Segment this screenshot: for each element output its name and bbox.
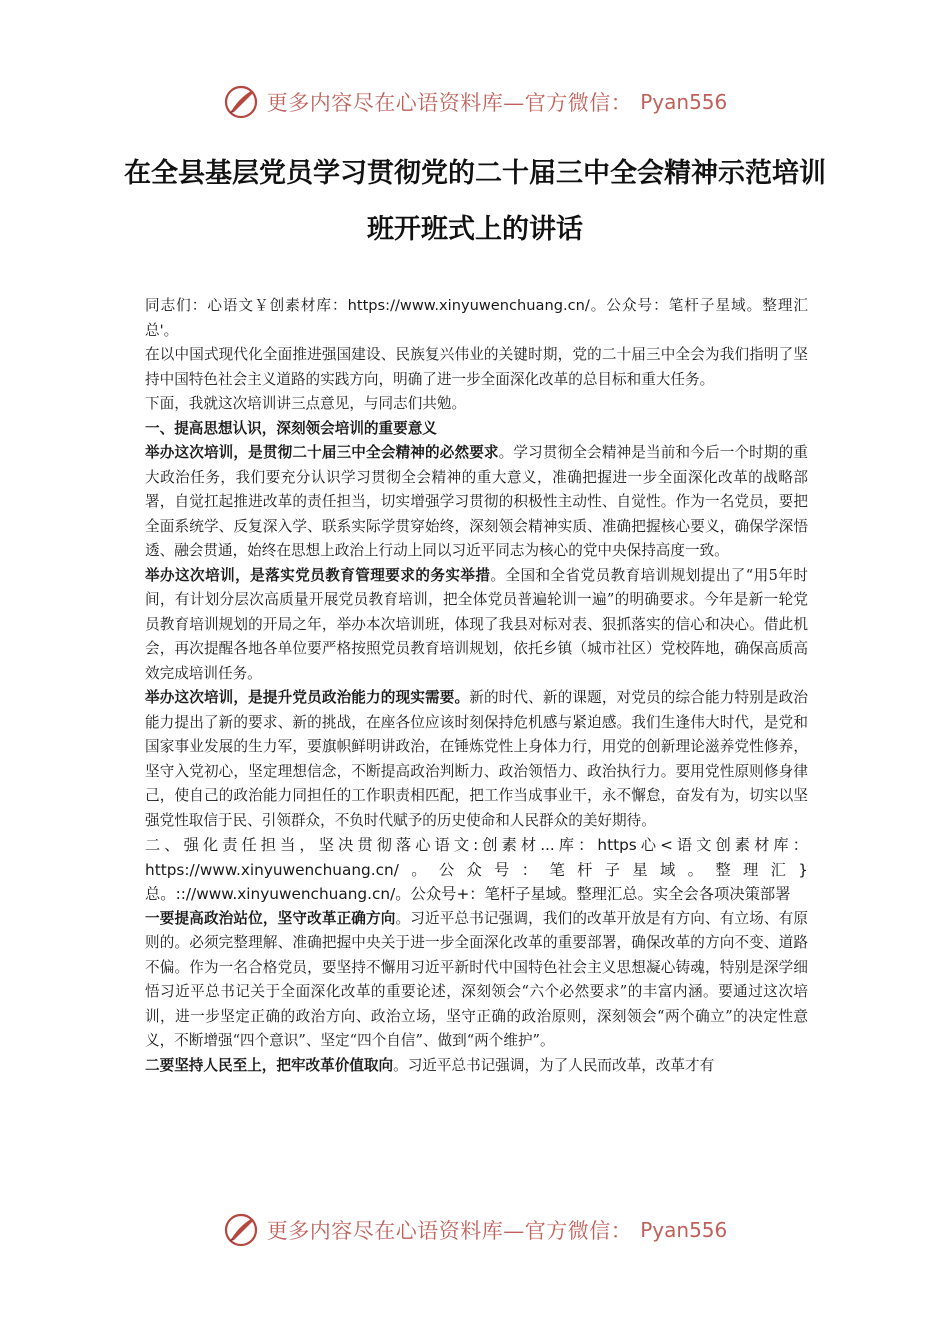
paragraph-4 (145, 907, 808, 1054)
paragraph-1-text: 。学习贯彻全会精神是当前和今后一个时期的重大政治任务，我们要充分认识学习贯彻全会精神的重大意义，准确把握进一步全面深化改革的战略部署，自觉扛起推进改革的责任担当，切实增强学习贯彻的积极性主动性、自觉性。作为一名党员，要把全面系统学、反复深入学、联系实际学贯穿始终，深刻领会精神实质、准确把握核心要义，确保学深悟透、融会贯通，始终在思想上政治上行动上同以习近平同志为核心的党中央保持高度一致。 (145, 444, 808, 559)
pen-logo-icon (223, 84, 259, 120)
paragraph-5 (145, 1054, 808, 1079)
watermark-banner-top (0, 80, 950, 124)
greeting-paragraph: 同志们：心语文￥创素材库：https://www.xinyuwenchuang.cn/。公众号：笔杆子星域。整理汇总'。 (145, 297, 808, 339)
paragraph-2 (145, 564, 808, 687)
banner-text: 更多内容尽在心语资料库—官方微信： (266, 1219, 633, 1243)
section-heading-2: 二、强化责任担当，坚决贯彻落心语文:创素材...库：https心<语文创素材库：https://www.xinyuwenchuang.cn/。公众号：笔杆子星域。整理汇}总。:://www.xinyuwenchuang.cn/。公众号+：笔杆子星域。整理汇总。实全会各项决策部署 (145, 836, 808, 903)
document-title: 在全县基层党员学习贯彻党的二十届三中全会精神示范培训班开班式上的讲话 (124, 158, 826, 245)
paragraph-4-lead: 一要提高政治站位，坚守改革正确方向 (145, 909, 396, 927)
intro-paragraph: 在以中国式现代化全面推进强国建设、民族复兴伟业的关键时期，党的二十届三中全会为我们指明了坚持中国特色社会主义道路的实践方向，明确了进一步全面深化改革的总目标和重大任务。 (145, 346, 808, 388)
paragraph-4-text: 。习近平总书记强调，我们的改革开放是有方向、有立场、有原则的。必须完整理解、准确把握中央关于进一步全面深化改革的重要部署，确保改革的方向不变、道路不偏。作为一名合格党员，要坚持不懈用习近平新时代中国特色社会主义思想凝心铸魂，特别是深学细悟习近平总书记关于全面深化改革的重要论述，深刻领会“六个必然要求”的丰富内涵。要通过这次培训，进一步坚定正确的政治方向、政治立场，坚守正确的政治原则，深刻领会“两个确立”的决定性意义，不断增强“四个意识”、坚定“四个自信”、做到“两个维护”。 (145, 909, 808, 1049)
banner-wechat-id: Pyan556 (640, 1218, 728, 1242)
pen-logo-icon (223, 1212, 259, 1248)
banner-wechat-id: Pyan556 (640, 90, 728, 114)
paragraph-1-lead: 举办这次培训，是贯彻二十届三中全会精神的必然要求 (145, 444, 499, 461)
paragraph-2-text: 。全国和全省党员教育培训规划提出了“用5年时间，有计划分层次高质量开展党员教育培训，把全体党员普遍轮训一遍”的明确要求。今年是新一轮党员教育培训规划的开局之年，举办本次培训班，体现了我县对标对表、狠抓落实的信心和决心。借此机会，再次提醒各地各单位要严格按照党员教育培训规划，依托乡镇（城市社区）党校阵地，确保高质高效完成培训任务。 (145, 566, 808, 682)
paragraph-3-text: 新的时代、新的课题，对党员的综合能力特别是政治能力提出了新的要求、新的挑战，在座各位应该时刻保持危机感与紧迫感。我们生逢伟大时代，是党和国家事业发展的生力军，要旗帜鲜明讲政治，在锤炼党性上身体力行，用党的创新理论滋养党性修养，坚守入党初心，坚定理想信念，不断提高政治判断力、政治领悟力、政治执行力。要用党性原则修身律己，使自己的政治能力同担任的工作职责相匹配，把工作当成事业干，永不懈怠，奋发有为，切实以坚强党性取信于民、引领群众，不负时代赋予的历史使命和人民群众的美好期待。 (145, 689, 808, 829)
paragraph-3 (145, 686, 808, 833)
watermark-banner-bottom (0, 1208, 950, 1252)
paragraph-5-text: 。习近平总书记强调，为了人民而改革，改革才有 (393, 1056, 715, 1074)
lead-paragraph: 下面，我就这次培训讲三点意见，与同志们共勉。 (145, 395, 467, 412)
paragraph-1 (145, 441, 808, 564)
paragraph-5-lead: 二要坚持人民至上，把牢改革价值取向 (145, 1056, 394, 1074)
document-body (145, 294, 808, 1078)
banner-text: 更多内容尽在心语资料库—官方微信： (266, 91, 633, 115)
section-heading-1: 一、提高思想认识，深刻领会培训的重要意义 (145, 419, 437, 437)
paragraph-3-lead: 举办这次培训，是提升党员政治能力的现实需要。 (145, 689, 470, 706)
paragraph-2-lead: 举办这次培训，是落实党员教育管理要求的务实举措 (145, 566, 491, 584)
